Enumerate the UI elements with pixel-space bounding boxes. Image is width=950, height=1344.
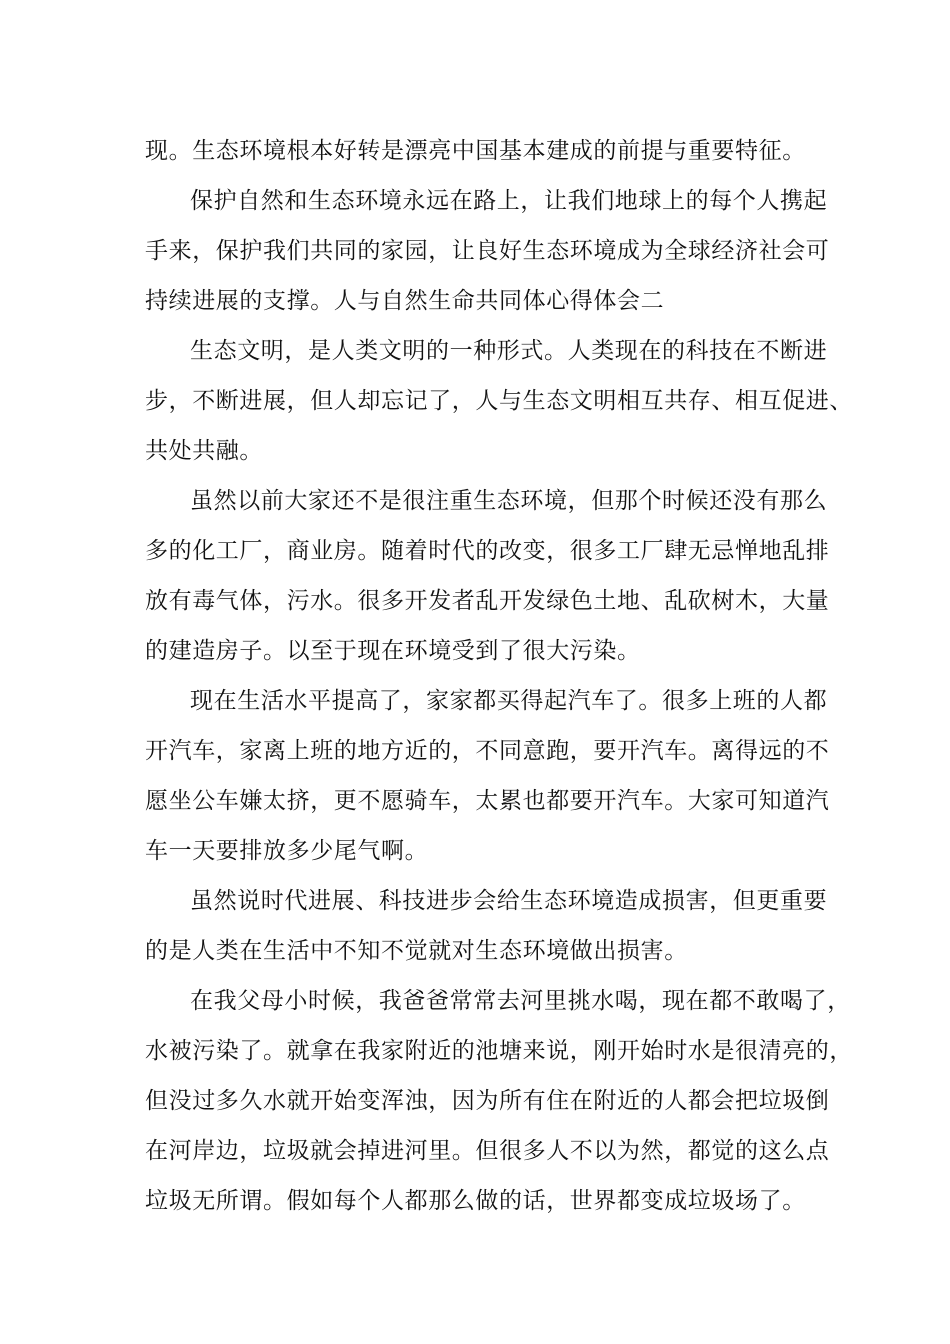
paragraph-start-line: 生态文明，是人类文明的一种形式。人类现在的科技在不断进: [190, 338, 828, 364]
paragraph-start-line: 在我父母小时候，我爸爸常常去河里挑水喝，现在都不敢喝了，: [190, 988, 851, 1014]
text-line: 的是人类在生活中不知不觉就对生态环境做出损害。: [145, 938, 688, 964]
text-line: 但没过多久水就开始变浑浊，因为所有住在附近的人都会把垃圾倒: [145, 1088, 830, 1114]
text-line: 开汽车，家离上班的地方近的，不同意跑，要开汽车。离得远的不: [145, 738, 830, 764]
paragraph-start-line: 虽然以前大家还不是很注重生态环境，但那个时候还没有那么: [190, 488, 828, 514]
paragraph-start-line: 保护自然和生态环境永远在路上，让我们地球上的每个人携起: [190, 188, 828, 214]
text-line: 水被污染了。就拿在我家附近的池塘来说，刚开始时水是很清亮的，: [145, 1038, 853, 1064]
text-line: 多的化工厂，商业房。随着时代的改变，很多工厂肆无忌惮地乱排: [145, 538, 830, 564]
text-line: 共处共融。: [145, 438, 263, 464]
text-line: 在河岸边，垃圾就会掉进河里。但很多人不以为然，都觉的这么点: [145, 1138, 830, 1164]
text-line: 车一天要排放多少尾气啊。: [145, 838, 429, 864]
text-line: 持续进展的支撑。人与自然生命共同体心得体会二: [145, 288, 665, 314]
text-line: 手来，保护我们共同的家园，让良好生态环境成为全球经济社会可: [145, 238, 830, 264]
text-line: 的建造房子。以至于现在环境受到了很大污染。: [145, 638, 641, 664]
paragraph-start-line: 现在生活水平提高了，家家都买得起汽车了。很多上班的人都: [190, 688, 828, 714]
paragraph-start-line: 虽然说时代进展、科技进步会给生态环境造成损害，但更重要: [190, 888, 828, 914]
text-line: 放有毒气体，污水。很多开发者乱开发绿色土地、乱砍树木，大量: [145, 588, 830, 614]
text-line: 愿坐公车嫌太挤，更不愿骑车，太累也都要开汽车。大家可知道汽: [145, 788, 830, 814]
text-line: 现。生态环境根本好转是漂亮中国基本建成的前提与重要特征。: [145, 138, 806, 164]
text-line: 步，不断进展，但人却忘记了，人与生态文明相互共存、相互促进、: [145, 388, 853, 414]
text-line: 垃圾无所谓。假如每个人都那么做的话，世界都变成垃圾场了。: [145, 1188, 806, 1214]
